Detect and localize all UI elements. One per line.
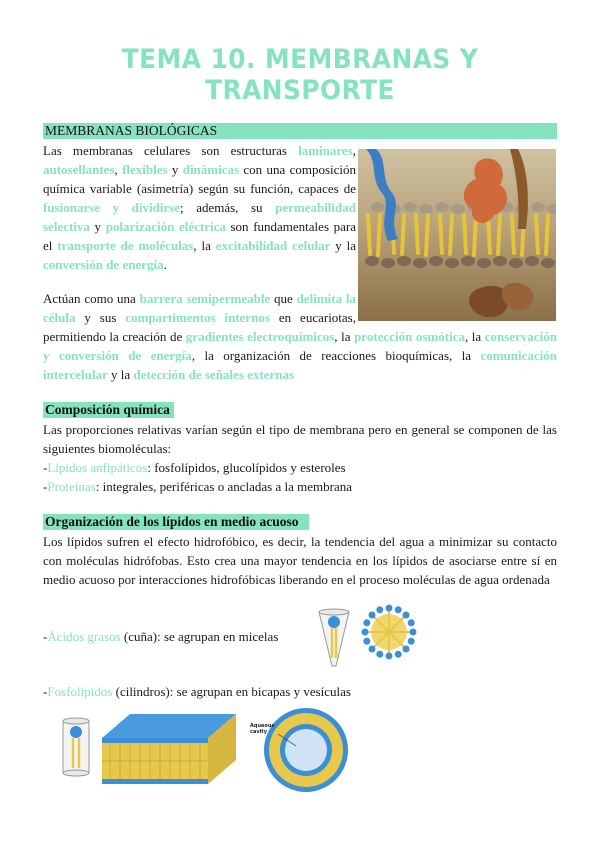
section-heading-membranas: MEMBRANAS BIOLÓGICAS bbox=[45, 123, 218, 138]
list-item: -Ácidos grasos (cuña): se agrupan en micelas bbox=[43, 629, 279, 644]
paragraph-organizacion: Los lípidos sufren el efecto hidrofóbico, es decir, la tendencia del agua a minimizar su contacto con moléculas hidrófobas. Esto crea una mayor tendencia en los lípidos de asociarse entre sí en medio acuoso por interacciones hidrofóbicas liberando en el proceso moléculas de agua ordenada bbox=[43, 534, 557, 587]
list-item: -Lípidos anfipáticos: fosfolípidos, glucolípidos y esteroles bbox=[43, 460, 346, 475]
paragraph-membranas-1: Las membranas celulares son estructuras laminares, autosellantes, flexibles y dinámicas con una composición química variable (asimetría) según su función, capaces de fusionarse y dividirse; además, su permeabilidad selectiva y polarización eléctrica son fundamentales para el transporte de moléculas, la excitabilidad celular y la conversión de energía. bbox=[43, 143, 357, 272]
wedge-illustration bbox=[316, 608, 352, 668]
micelle-illustration bbox=[360, 603, 418, 661]
vesicle-label: Aqueous cavity bbox=[250, 723, 275, 735]
vesicle-illustration bbox=[248, 706, 348, 794]
bilayer-illustration bbox=[100, 710, 238, 788]
paragraph-composicion: Las proporciones relativas varían según el tipo de membrana pero en general se componen de las siguientes biomoléculas: bbox=[43, 422, 557, 456]
page-title: TEMA 10. MEMBRANAS Y TRANSPORTE bbox=[121, 44, 479, 106]
section-heading-organizacion: Organización de los lípidos en medio acuoso bbox=[45, 514, 299, 529]
list-item: -Fosfolípidos (cilindros): se agrupan en bicapas y vesículas bbox=[43, 684, 351, 699]
cylinder-illustration bbox=[58, 716, 94, 778]
section-heading-composicion: Composición química bbox=[45, 402, 170, 417]
list-item: -Proteínas: integrales, periféricas o ancladas a la membrana bbox=[43, 479, 352, 494]
paragraph-membranas-2: Actúan como una barrera semipermeable que delimita la célula y sus compartimentos internos en eucariotas, permitiendo la creación de gradientes electroquímicos, la protección osmótica, la conservación y conversión de energía, la organización de reacciones bioquímicas, la comunicación intercelular y la detección de señales externas bbox=[43, 291, 558, 382]
